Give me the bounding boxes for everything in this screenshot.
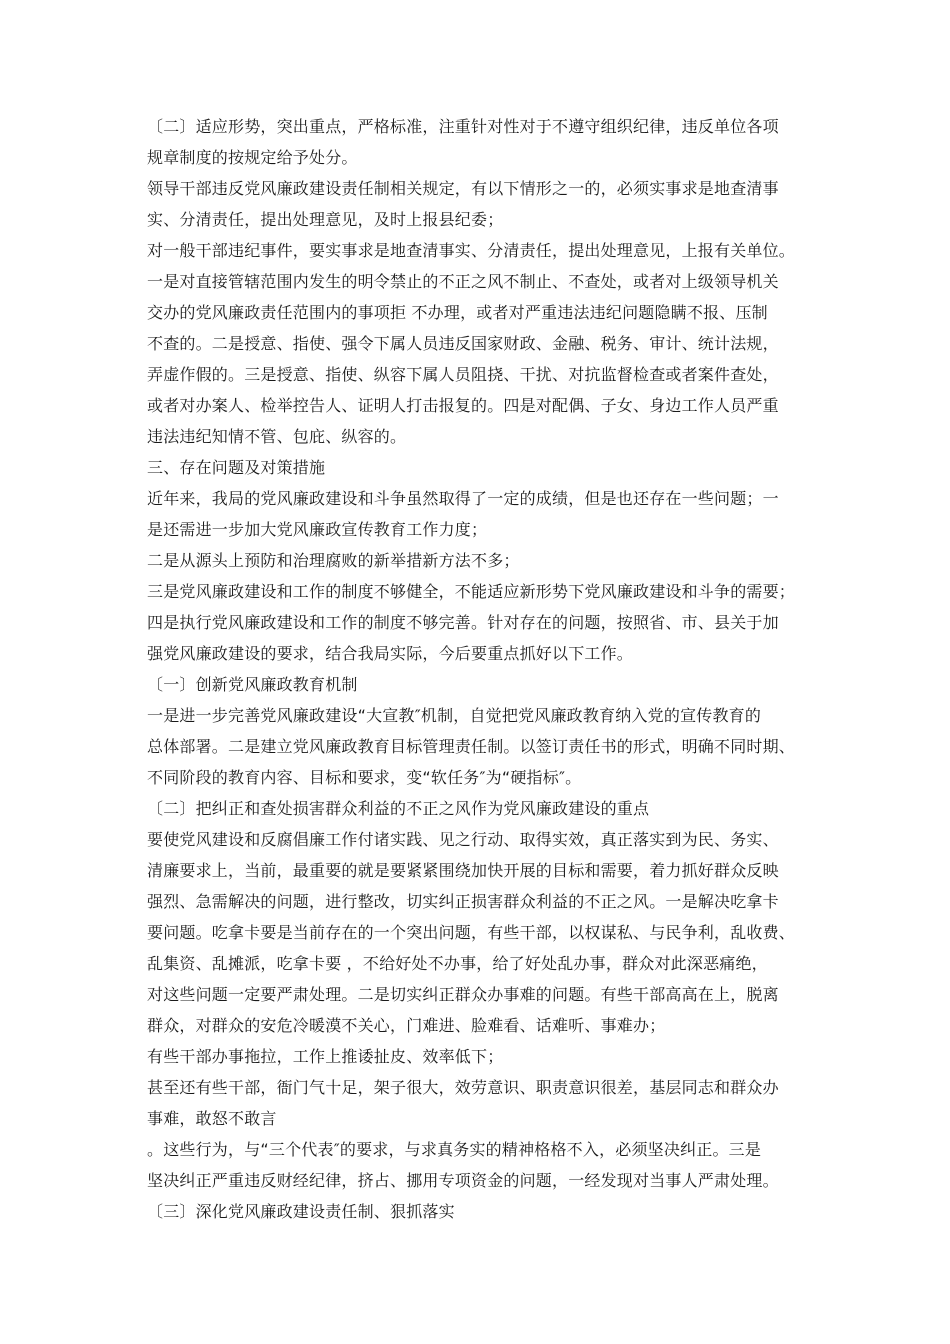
text-line: 甚至还有些干部，衙门气十足，架子很大，效劳意识、职责意识很差，基层同志和群众办: [147, 1078, 779, 1097]
text-line: 三是党风廉政建设和工作的制度不够健全，不能适应新形势下党风廉政建设和斗争的需要；: [147, 582, 796, 601]
text-line: 总体部署。二是建立党风廉政教育目标管理责任制。以签订责任书的形式，明确不同时期、: [147, 737, 796, 756]
text-line: 一是进一步完善党风廉政建设“大宣教″机制，自觉把党风廉政教育纳入党的宣传教育的: [147, 706, 762, 725]
text-line: 实、分清责任，提出处理意见，及时上报县纪委；: [147, 210, 504, 229]
text-line: 一是对直接管辖范围内发生的明令禁止的不正之风不制止、不查处，或者对上级领导机关: [147, 272, 779, 291]
text-line: 近年来，我局的党风廉政建设和斗争虽然取得了一定的成绩，但是也还存在一些问题；一: [147, 489, 779, 508]
text-line: 清廉要求上，当前，最重要的就是要紧紧围绕加快开展的目标和需要，着力抓好群众反映: [147, 861, 779, 880]
text-line: 坚决纠正严重违反财经纪律，挤占、挪用专项资金的问题，一经发现对当事人严肃处理。: [147, 1171, 779, 1190]
text-line: 要使党风建设和反腐倡廉工作付诸实践、见之行动、取得实效，真正落实到为民、务实、: [147, 830, 779, 849]
text-line: 或者对办案人、检举控告人、证明人打击报复的。四是对配偶、子女、身边工作人员严重: [147, 396, 779, 415]
text-line: 交办的党风廉政责任范围内的事项拒 不办理，或者对严重违法违纪问题隐瞒不报、压制: [147, 303, 768, 322]
text-line: 规章制度的按规定给予处分。: [147, 148, 358, 167]
text-line: 四是执行党风廉政建设和工作的制度不够完善。针对存在的问题，按照省、市、县关于加: [147, 613, 779, 632]
text-line: 事难，敢怒不敢言: [147, 1109, 277, 1128]
text-line: 是还需进一步加大党风廉政宣传教育工作力度；: [147, 520, 488, 539]
text-line: 〔二〕适应形势，突出重点，严格标准，注重针对性对于不遵守组织纪律，违反单位各项: [147, 117, 779, 136]
text-line: 对这些问题一定要严肃处理。二是切实纠正群众办事难的问题。有些干部高高在上，脱离: [147, 985, 779, 1004]
text-line: 要问题。吃拿卡要是当前存在的一个突出问题，有些干部，以权谋私、与民争利，乱收费、: [147, 923, 796, 942]
text-line: 强党风廉政建设的要求，结合我局实际，今后要重点抓好以下工作。: [147, 644, 634, 663]
text-line: 对一般干部违纪事件，要实事求是地查清事实、分清责任，提出处理意见，上报有关单位。: [147, 241, 796, 260]
text-line: 二是从源头上预防和治理腐败的新举措新方法不多；: [147, 551, 520, 570]
text-line: 乱集资、乱摊派，吃拿卡要 ，不给好处不办事，给了好处乱办事，群众对此深恶痛绝，: [147, 954, 768, 973]
text-line: 违法违纪知情不管、包庇、纵容的。: [147, 427, 407, 446]
text-line: 。这些行为，与“三个代表″的要求，与求真务实的精神格格不入，必须坚决纠正。三是: [147, 1140, 762, 1159]
subsection-heading: 〔三〕深化党风廉政建设责任制、狠抓落实: [147, 1202, 455, 1221]
subsection-heading: 〔二〕把纠正和查处损害群众利益的不正之风作为党风廉政建设的重点: [147, 799, 650, 818]
text-line: 群众，对群众的安危冷暖漠不关心，门难进、脸难看、话难听、事难办；: [147, 1016, 666, 1035]
text-line: 弄虚作假的。三是授意、指使、纵容下属人员阻挠、干扰、对抗监督检查或者案件查处，: [147, 365, 779, 384]
text-line: 领导干部违反党风廉政建设责任制相关规定，有以下情形之一的，必须实事求是地查清事: [147, 179, 779, 198]
subsection-heading: 〔一〕创新党风廉政教育机制: [147, 675, 358, 694]
text-line: 强烈、急需解决的问题，进行整改，切实纠正损害群众利益的不正之风。一是解决吃拿卡: [147, 892, 779, 911]
text-line: 有些干部办事拖拉，工作上推诿扯皮、效率低下；: [147, 1047, 504, 1066]
section-heading: 三、存在问题及对策措施: [147, 458, 326, 477]
text-line: 不同阶段的教育内容、目标和要求，变“软任务″为“硬指标″。: [147, 768, 582, 787]
text-line: 不查的。二是授意、指使、强令下属人员违反国家财政、金融、税务、审计、统计法规，: [147, 334, 779, 353]
